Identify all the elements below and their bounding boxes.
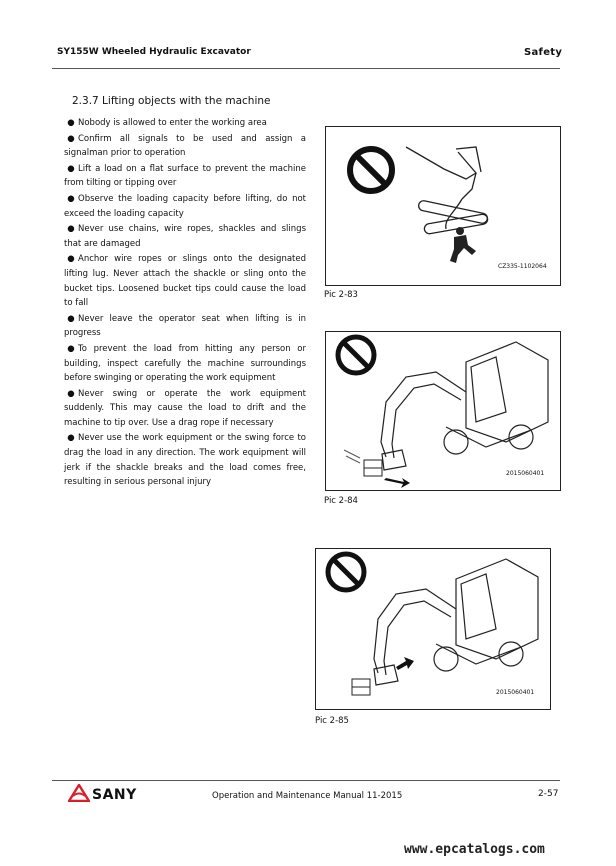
header-rule: [52, 68, 560, 69]
figure-caption: Pic 2-83: [324, 290, 358, 300]
bullet-dot: ●: [67, 118, 75, 128]
bullet-dot: ●: [67, 343, 75, 354]
bullet-dot: ●: [67, 193, 75, 204]
watermark-url: www.epcatalogs.com: [404, 842, 545, 857]
load-box-icon: [352, 679, 370, 695]
figure-code: 2015060401: [506, 470, 545, 477]
prohibition-icon: [338, 337, 374, 373]
figure-caption: Pic 2-84: [324, 496, 358, 506]
prohibition-icon: [328, 554, 364, 590]
list-item: ● Anchor wire ropes or slings onto the designated lifting lug. Never attach the shackle or sling onto the bucket tips. Loosened bucket tips could cause the load to fall: [64, 254, 306, 309]
figure-pic-2-83: [325, 126, 561, 286]
figure-code: CZ335-1102064: [498, 263, 547, 270]
list-item: ● Never use the work equipment or the swing force to drag the load in any direction. The work equipment will jerk if the shackle breaks and the load comes free, resulting in serious personal injury: [64, 433, 306, 488]
footer-rule: [52, 780, 560, 781]
chapter-title: Safety: [524, 47, 563, 58]
bullet-dot: ●: [67, 388, 75, 399]
list-item: ● Observe the loading capacity before lifting, do not exceed the loading capacity: [64, 193, 306, 219]
excavator-swinging-illustration: [326, 332, 560, 490]
page-number: 2-57: [538, 789, 559, 799]
sany-logo-icon: [68, 784, 90, 802]
section-title: 2.3.7 Lifting objects with the machine: [72, 95, 271, 107]
figure-caption: Pic 2-85: [315, 716, 349, 726]
excavator-dragging-illustration: [316, 549, 550, 709]
list-item: ● To prevent the load from hitting any person or building, inspect carefully the machine surroundings before swinging or operating the work equipment: [64, 343, 306, 384]
figure-pic-2-84: [325, 331, 561, 491]
manual-name: Operation and Maintenance Manual 11-2015: [212, 791, 403, 801]
list-item: ● Confirm all signals to be used and assign a signalman prior to operation: [64, 133, 306, 159]
manual-title: SY155W Wheeled Hydraulic Excavator: [57, 47, 251, 57]
motion-lines-icon: [344, 450, 360, 463]
bullet-dot: ●: [67, 163, 75, 174]
load-box-icon: [364, 460, 382, 476]
falling-load-illustration: [326, 127, 560, 285]
bullet-dot: ●: [67, 224, 75, 235]
list-item: ● Never use chains, wire ropes, shackles and slings that are damaged: [64, 224, 306, 249]
arrow-icon: [396, 657, 414, 670]
bullet-dot: ●: [67, 433, 75, 444]
list-item: ● Never leave the operator seat when lifting is in progress: [64, 313, 306, 339]
list-item: ● Never swing or operate the work equipment suddenly. This may cause the load to drift and the machine to tip over. Use a drag rope if necessary: [64, 388, 306, 428]
list-item: ● Nobody is allowed to enter the working area: [64, 116, 306, 131]
bullet-dot: ●: [67, 133, 75, 144]
figure-pic-2-85: [315, 548, 551, 710]
safety-bullet-list: [64, 116, 306, 491]
bullet-dot: ●: [67, 254, 75, 265]
person-falling-icon: [450, 227, 476, 263]
sany-logo-text: SANY: [92, 787, 137, 803]
figure-code: 2015060401: [496, 689, 535, 696]
prohibition-icon: [350, 149, 392, 191]
list-item: ● Lift a load on a flat surface to prevent the machine from tilting or tipping over: [64, 163, 306, 189]
arrow-icon: [384, 478, 410, 488]
bullet-dot: ●: [67, 313, 75, 324]
